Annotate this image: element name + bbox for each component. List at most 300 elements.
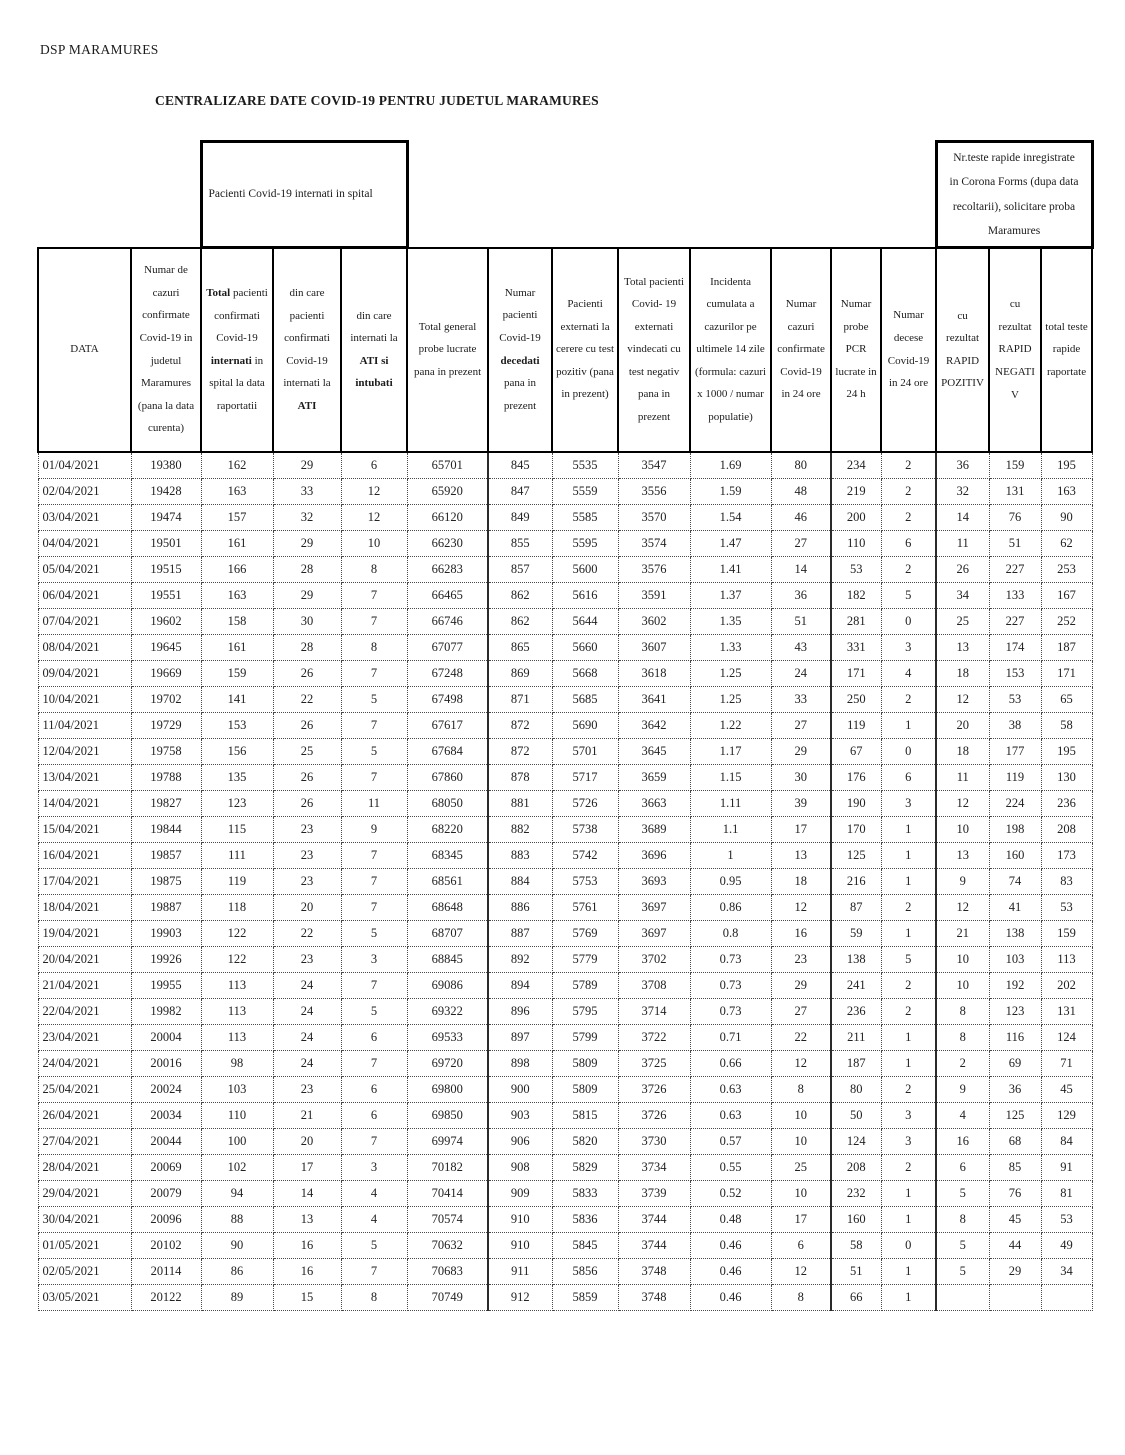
cell-probe-total: 69720 — [407, 1050, 488, 1076]
cell-rapid-pozitiv: 12 — [936, 686, 989, 712]
table-row — [38, 1024, 1092, 1050]
cell-cazuri-24-ore: 30 — [771, 764, 831, 790]
cell-decese-24-ore: 4 — [881, 660, 936, 686]
cell-internati-ati: 24 — [273, 1050, 341, 1076]
cell-rapid-negativ: 227 — [989, 556, 1041, 582]
cell-decese-24-ore: 1 — [881, 868, 936, 894]
cell-cazuri-confirmate-total: 19474 — [131, 504, 201, 530]
cell-decedati-total: 900 — [488, 1076, 552, 1102]
cell-ati-intubati: 9 — [341, 816, 407, 842]
cell-decedati-total: 903 — [488, 1102, 552, 1128]
cell-total-teste-rapide: 208 — [1041, 816, 1092, 842]
cell-decedati-total: 897 — [488, 1024, 552, 1050]
cell-total-internati: 123 — [201, 790, 273, 816]
cell-externati-vindecati: 3641 — [618, 686, 690, 712]
cell-probe-pcr-24h: 67 — [831, 738, 881, 764]
cell-total-teste-rapide: 53 — [1041, 894, 1092, 920]
cell-incidenta-14-zile: 0.55 — [690, 1154, 771, 1180]
cell-cazuri-confirmate-total: 20114 — [131, 1258, 201, 1284]
cell-total-internati: 163 — [201, 478, 273, 504]
cell-probe-pcr-24h: 208 — [831, 1154, 881, 1180]
cell-internati-ati: 33 — [273, 478, 341, 504]
cell-probe-total: 68845 — [407, 946, 488, 972]
cell-rapid-negativ: 153 — [989, 660, 1041, 686]
cell-rapid-negativ: 159 — [989, 452, 1041, 479]
cell-decedati-total: 847 — [488, 478, 552, 504]
table-row — [38, 842, 1092, 868]
cell-decese-24-ore: 2 — [881, 1154, 936, 1180]
cell-total-teste-rapide: 195 — [1041, 452, 1092, 479]
cell-internati-ati: 28 — [273, 634, 341, 660]
cell-probe-pcr-24h: 53 — [831, 556, 881, 582]
cell-decedati-total: 894 — [488, 972, 552, 998]
cell-cazuri-24-ore: 24 — [771, 660, 831, 686]
cell-incidenta-14-zile: 0.48 — [690, 1206, 771, 1232]
cell-cazuri-24-ore: 12 — [771, 1258, 831, 1284]
cell-internati-ati: 16 — [273, 1232, 341, 1258]
cell-data: 16/04/2021 — [38, 842, 131, 868]
cell-internati-ati: 28 — [273, 556, 341, 582]
cell-probe-total: 65920 — [407, 478, 488, 504]
cell-externati-vindecati: 3642 — [618, 712, 690, 738]
cell-internati-ati: 29 — [273, 530, 341, 556]
cell-incidenta-14-zile: 1.25 — [690, 660, 771, 686]
cell-probe-total: 68220 — [407, 816, 488, 842]
cell-probe-total: 68561 — [407, 868, 488, 894]
cell-cazuri-confirmate-total: 20096 — [131, 1206, 201, 1232]
cell-cazuri-confirmate-total: 19827 — [131, 790, 201, 816]
table-row — [38, 972, 1092, 998]
column-header-row — [38, 248, 1092, 452]
cell-rapid-pozitiv: 25 — [936, 608, 989, 634]
cell-probe-pcr-24h: 119 — [831, 712, 881, 738]
cell-data: 29/04/2021 — [38, 1180, 131, 1206]
cell-externati-vindecati: 3714 — [618, 998, 690, 1024]
column-header-probe-total: Total general probe lucrate pana in prezent — [407, 248, 488, 452]
cell-cazuri-confirmate-total: 19501 — [131, 530, 201, 556]
column-header-incidenta-14-zile: Incidenta cumulata a cazurilor pe ultimele 14 zile (formula: cazuri x 1000 / numar populatie) — [690, 248, 771, 452]
cell-probe-pcr-24h: 138 — [831, 946, 881, 972]
cell-decese-24-ore: 1 — [881, 842, 936, 868]
cell-internati-ati: 20 — [273, 1128, 341, 1154]
column-header-data: DATA — [38, 248, 131, 452]
cell-data: 18/04/2021 — [38, 894, 131, 920]
cell-total-teste-rapide: 81 — [1041, 1180, 1092, 1206]
cell-incidenta-14-zile: 0.63 — [690, 1102, 771, 1128]
table-row — [38, 920, 1092, 946]
cell-total-internati: 119 — [201, 868, 273, 894]
cell-rapid-pozitiv: 13 — [936, 634, 989, 660]
cell-total-teste-rapide: 131 — [1041, 998, 1092, 1024]
cell-externati-cerere: 5595 — [552, 530, 618, 556]
cell-cazuri-24-ore: 27 — [771, 530, 831, 556]
cell-cazuri-confirmate-total: 20034 — [131, 1102, 201, 1128]
cell-data: 08/04/2021 — [38, 634, 131, 660]
cell-rapid-pozitiv: 10 — [936, 972, 989, 998]
cell-decese-24-ore: 2 — [881, 504, 936, 530]
cell-total-internati: 153 — [201, 712, 273, 738]
cell-decedati-total: 898 — [488, 1050, 552, 1076]
cell-internati-ati: 20 — [273, 894, 341, 920]
table-row — [38, 1258, 1092, 1284]
table-row — [38, 1050, 1092, 1076]
cell-probe-total: 67684 — [407, 738, 488, 764]
cell-cazuri-confirmate-total: 19602 — [131, 608, 201, 634]
cell-total-internati: 100 — [201, 1128, 273, 1154]
cell-cazuri-confirmate-total: 19380 — [131, 452, 201, 479]
column-header-cazuri-24-ore: Numar cazuri confirmate Covid-19 in 24 ore — [771, 248, 831, 452]
cell-probe-pcr-24h: 200 — [831, 504, 881, 530]
table-row — [38, 556, 1092, 582]
column-header-probe-pcr-24h: Numar probe PCR lucrate in 24 h — [831, 248, 881, 452]
table-row — [38, 738, 1092, 764]
table-row — [38, 478, 1092, 504]
cell-decedati-total: 869 — [488, 660, 552, 686]
cell-probe-total: 70574 — [407, 1206, 488, 1232]
cell-data: 20/04/2021 — [38, 946, 131, 972]
cell-ati-intubati: 10 — [341, 530, 407, 556]
cell-externati-cerere: 5799 — [552, 1024, 618, 1050]
cell-cazuri-confirmate-total: 20122 — [131, 1284, 201, 1310]
cell-rapid-negativ: 51 — [989, 530, 1041, 556]
cell-rapid-pozitiv: 26 — [936, 556, 989, 582]
cell-cazuri-confirmate-total: 19875 — [131, 868, 201, 894]
column-header-decese-24-ore: Numar decese Covid-19 in 24 ore — [881, 248, 936, 452]
cell-probe-pcr-24h: 211 — [831, 1024, 881, 1050]
cell-total-internati: 90 — [201, 1232, 273, 1258]
cell-incidenta-14-zile: 1.17 — [690, 738, 771, 764]
cell-internati-ati: 24 — [273, 998, 341, 1024]
cell-externati-vindecati: 3722 — [618, 1024, 690, 1050]
table-row — [38, 686, 1092, 712]
cell-externati-cerere: 5717 — [552, 764, 618, 790]
cell-rapid-negativ: 227 — [989, 608, 1041, 634]
cell-internati-ati: 30 — [273, 608, 341, 634]
table-row — [38, 764, 1092, 790]
cell-incidenta-14-zile: 0.86 — [690, 894, 771, 920]
table-row — [38, 1232, 1092, 1258]
cell-total-internati: 141 — [201, 686, 273, 712]
cell-total-teste-rapide: 53 — [1041, 1206, 1092, 1232]
cell-internati-ati: 24 — [273, 972, 341, 998]
cell-cazuri-confirmate-total: 20024 — [131, 1076, 201, 1102]
table-row — [38, 712, 1092, 738]
table-row — [38, 608, 1092, 634]
cell-cazuri-confirmate-total: 19669 — [131, 660, 201, 686]
cell-total-internati: 98 — [201, 1050, 273, 1076]
cell-externati-vindecati: 3645 — [618, 738, 690, 764]
cell-probe-pcr-24h: 87 — [831, 894, 881, 920]
cell-ati-intubati: 6 — [341, 1102, 407, 1128]
cell-total-internati: 89 — [201, 1284, 273, 1310]
table-row — [38, 634, 1092, 660]
cell-decese-24-ore: 1 — [881, 920, 936, 946]
cell-cazuri-24-ore: 43 — [771, 634, 831, 660]
cell-rapid-negativ: 133 — [989, 582, 1041, 608]
cell-rapid-negativ: 41 — [989, 894, 1041, 920]
cell-rapid-pozitiv: 18 — [936, 660, 989, 686]
cell-probe-total: 66230 — [407, 530, 488, 556]
cell-probe-pcr-24h: 219 — [831, 478, 881, 504]
cell-decedati-total: 910 — [488, 1206, 552, 1232]
cell-ati-intubati: 6 — [341, 1024, 407, 1050]
cell-total-teste-rapide: 49 — [1041, 1232, 1092, 1258]
cell-externati-vindecati: 3739 — [618, 1180, 690, 1206]
column-header-rapid-negativ: cu rezultat RAPID NEGATIV — [989, 248, 1041, 452]
cell-probe-total: 69533 — [407, 1024, 488, 1050]
empty-region — [38, 142, 201, 248]
cell-ati-intubati: 7 — [341, 608, 407, 634]
cell-probe-total: 67617 — [407, 712, 488, 738]
cell-cazuri-24-ore: 16 — [771, 920, 831, 946]
cell-data: 01/04/2021 — [38, 452, 131, 479]
cell-externati-vindecati: 3659 — [618, 764, 690, 790]
cell-externati-vindecati: 3576 — [618, 556, 690, 582]
table-row — [38, 1128, 1092, 1154]
cell-total-internati: 166 — [201, 556, 273, 582]
cell-probe-pcr-24h: 331 — [831, 634, 881, 660]
cell-cazuri-24-ore: 29 — [771, 972, 831, 998]
cell-cazuri-confirmate-total: 19982 — [131, 998, 201, 1024]
cell-decese-24-ore: 1 — [881, 1206, 936, 1232]
cell-externati-vindecati: 3689 — [618, 816, 690, 842]
cell-internati-ati: 15 — [273, 1284, 341, 1310]
cell-data: 10/04/2021 — [38, 686, 131, 712]
cell-total-internati: 162 — [201, 452, 273, 479]
cell-probe-total: 69850 — [407, 1102, 488, 1128]
cell-cazuri-24-ore: 23 — [771, 946, 831, 972]
cell-cazuri-confirmate-total: 20079 — [131, 1180, 201, 1206]
cell-externati-cerere: 5726 — [552, 790, 618, 816]
cell-cazuri-24-ore: 22 — [771, 1024, 831, 1050]
cell-rapid-negativ: 44 — [989, 1232, 1041, 1258]
cell-data: 07/04/2021 — [38, 608, 131, 634]
cell-total-internati: 103 — [201, 1076, 273, 1102]
cell-decese-24-ore: 1 — [881, 1284, 936, 1310]
cell-total-teste-rapide: 113 — [1041, 946, 1092, 972]
cell-cazuri-24-ore: 36 — [771, 582, 831, 608]
cell-cazuri-confirmate-total: 20044 — [131, 1128, 201, 1154]
cell-externati-vindecati: 3618 — [618, 660, 690, 686]
cell-rapid-pozitiv: 14 — [936, 504, 989, 530]
cell-externati-cerere: 5761 — [552, 894, 618, 920]
cell-total-teste-rapide: 195 — [1041, 738, 1092, 764]
cell-total-teste-rapide: 84 — [1041, 1128, 1092, 1154]
cell-incidenta-14-zile: 0.95 — [690, 868, 771, 894]
cell-externati-vindecati: 3734 — [618, 1154, 690, 1180]
cell-rapid-negativ: 68 — [989, 1128, 1041, 1154]
cell-decese-24-ore: 6 — [881, 764, 936, 790]
cell-ati-intubati: 7 — [341, 972, 407, 998]
cell-cazuri-24-ore: 25 — [771, 1154, 831, 1180]
cell-probe-total: 70683 — [407, 1258, 488, 1284]
cell-cazuri-confirmate-total: 19903 — [131, 920, 201, 946]
cell-ati-intubati: 7 — [341, 764, 407, 790]
cell-externati-cerere: 5668 — [552, 660, 618, 686]
cell-ati-intubati: 8 — [341, 634, 407, 660]
cell-externati-cerere: 5795 — [552, 998, 618, 1024]
cell-decese-24-ore: 2 — [881, 894, 936, 920]
cell-total-internati: 111 — [201, 842, 273, 868]
cell-decedati-total: 911 — [488, 1258, 552, 1284]
cell-cazuri-confirmate-total: 20004 — [131, 1024, 201, 1050]
cell-ati-intubati: 12 — [341, 478, 407, 504]
cell-data: 02/04/2021 — [38, 478, 131, 504]
cell-probe-pcr-24h: 59 — [831, 920, 881, 946]
column-header-internati-ati: din care pacienti confirmati Covid-19 internati la ATI — [273, 248, 341, 452]
cell-externati-vindecati: 3547 — [618, 452, 690, 479]
cell-rapid-pozitiv: 6 — [936, 1154, 989, 1180]
cell-rapid-pozitiv: 36 — [936, 452, 989, 479]
cell-total-teste-rapide: 173 — [1041, 842, 1092, 868]
cell-rapid-negativ: 85 — [989, 1154, 1041, 1180]
cell-probe-total: 68707 — [407, 920, 488, 946]
cell-decese-24-ore: 1 — [881, 1258, 936, 1284]
cell-probe-pcr-24h: 110 — [831, 530, 881, 556]
cell-total-internati: 163 — [201, 582, 273, 608]
cell-rapid-negativ: 116 — [989, 1024, 1041, 1050]
cell-probe-pcr-24h: 236 — [831, 998, 881, 1024]
cell-total-internati: 122 — [201, 946, 273, 972]
table-row — [38, 868, 1092, 894]
cell-ati-intubati: 7 — [341, 582, 407, 608]
cell-decese-24-ore: 5 — [881, 946, 936, 972]
cell-data: 21/04/2021 — [38, 972, 131, 998]
cell-incidenta-14-zile: 0.63 — [690, 1076, 771, 1102]
cell-externati-cerere: 5701 — [552, 738, 618, 764]
table-row — [38, 452, 1092, 479]
cell-externati-cerere: 5845 — [552, 1232, 618, 1258]
cell-total-teste-rapide: 90 — [1041, 504, 1092, 530]
cell-internati-ati: 23 — [273, 816, 341, 842]
cell-rapid-pozitiv: 11 — [936, 764, 989, 790]
cell-decedati-total: 845 — [488, 452, 552, 479]
cell-incidenta-14-zile: 1.22 — [690, 712, 771, 738]
cell-externati-cerere: 5738 — [552, 816, 618, 842]
cell-rapid-negativ: 198 — [989, 816, 1041, 842]
table-row — [38, 530, 1092, 556]
cell-probe-pcr-24h: 241 — [831, 972, 881, 998]
cell-data: 13/04/2021 — [38, 764, 131, 790]
cell-decedati-total: 872 — [488, 712, 552, 738]
cell-rapid-pozitiv: 8 — [936, 998, 989, 1024]
cell-cazuri-24-ore: 17 — [771, 816, 831, 842]
cell-externati-cerere: 5585 — [552, 504, 618, 530]
cell-probe-pcr-24h: 190 — [831, 790, 881, 816]
cell-rapid-negativ — [989, 1284, 1041, 1310]
cell-total-internati: 157 — [201, 504, 273, 530]
cell-internati-ati: 22 — [273, 920, 341, 946]
cell-externati-cerere: 5616 — [552, 582, 618, 608]
cell-rapid-negativ: 224 — [989, 790, 1041, 816]
table-body — [38, 452, 1092, 1311]
cell-total-teste-rapide: 163 — [1041, 478, 1092, 504]
cell-ati-intubati: 4 — [341, 1206, 407, 1232]
cell-probe-pcr-24h: 58 — [831, 1232, 881, 1258]
cell-incidenta-14-zile: 0.57 — [690, 1128, 771, 1154]
cell-ati-intubati: 4 — [341, 1180, 407, 1206]
cell-decese-24-ore: 0 — [881, 608, 936, 634]
cell-cazuri-confirmate-total: 20069 — [131, 1154, 201, 1180]
cell-cazuri-confirmate-total: 19758 — [131, 738, 201, 764]
cell-incidenta-14-zile: 0.46 — [690, 1284, 771, 1310]
cell-total-internati: 118 — [201, 894, 273, 920]
cell-decedati-total: 865 — [488, 634, 552, 660]
cell-total-teste-rapide: 45 — [1041, 1076, 1092, 1102]
cell-cazuri-24-ore: 48 — [771, 478, 831, 504]
table-row — [38, 894, 1092, 920]
cell-decedati-total: 910 — [488, 1232, 552, 1258]
cell-decese-24-ore: 1 — [881, 712, 936, 738]
cell-cazuri-confirmate-total: 19955 — [131, 972, 201, 998]
cell-internati-ati: 26 — [273, 764, 341, 790]
cell-total-internati: 86 — [201, 1258, 273, 1284]
cell-cazuri-24-ore: 33 — [771, 686, 831, 712]
table-row — [38, 816, 1092, 842]
cell-cazuri-24-ore: 10 — [771, 1128, 831, 1154]
cell-probe-pcr-24h: 80 — [831, 1076, 881, 1102]
cell-externati-vindecati: 3708 — [618, 972, 690, 998]
cell-total-teste-rapide: 252 — [1041, 608, 1092, 634]
cell-externati-cerere: 5836 — [552, 1206, 618, 1232]
cell-probe-total: 69974 — [407, 1128, 488, 1154]
cell-externati-vindecati: 3607 — [618, 634, 690, 660]
cell-data: 02/05/2021 — [38, 1258, 131, 1284]
cell-ati-intubati: 7 — [341, 1050, 407, 1076]
cell-total-internati: 135 — [201, 764, 273, 790]
cell-cazuri-24-ore: 51 — [771, 608, 831, 634]
cell-decedati-total: 909 — [488, 1180, 552, 1206]
cell-rapid-negativ: 103 — [989, 946, 1041, 972]
cell-decedati-total: 862 — [488, 582, 552, 608]
cell-rapid-pozitiv: 11 — [936, 530, 989, 556]
cell-probe-total: 68050 — [407, 790, 488, 816]
cell-cazuri-24-ore: 27 — [771, 998, 831, 1024]
cell-ati-intubati: 3 — [341, 1154, 407, 1180]
cell-rapid-pozitiv: 13 — [936, 842, 989, 868]
cell-probe-total: 66283 — [407, 556, 488, 582]
cell-cazuri-confirmate-total: 19857 — [131, 842, 201, 868]
cell-internati-ati: 26 — [273, 790, 341, 816]
cell-incidenta-14-zile: 0.73 — [690, 998, 771, 1024]
cell-externati-vindecati: 3748 — [618, 1284, 690, 1310]
cell-rapid-pozitiv: 10 — [936, 816, 989, 842]
cell-data: 24/04/2021 — [38, 1050, 131, 1076]
cell-ati-intubati: 3 — [341, 946, 407, 972]
cell-total-internati: 94 — [201, 1180, 273, 1206]
cell-ati-intubati: 6 — [341, 452, 407, 479]
cell-incidenta-14-zile: 1.59 — [690, 478, 771, 504]
cell-rapid-negativ: 174 — [989, 634, 1041, 660]
cell-externati-cerere: 5809 — [552, 1050, 618, 1076]
cell-rapid-negativ: 45 — [989, 1206, 1041, 1232]
cell-externati-vindecati: 3697 — [618, 894, 690, 920]
table-row — [38, 946, 1092, 972]
cell-rapid-pozitiv: 32 — [936, 478, 989, 504]
cell-rapid-pozitiv: 9 — [936, 1076, 989, 1102]
column-header-ati-intubati: din care internati la ATI si intubati — [341, 248, 407, 452]
cell-decedati-total: 908 — [488, 1154, 552, 1180]
cell-rapid-pozitiv — [936, 1284, 989, 1310]
cell-incidenta-14-zile: 0.52 — [690, 1180, 771, 1206]
cell-decese-24-ore: 2 — [881, 556, 936, 582]
cell-decedati-total: 883 — [488, 842, 552, 868]
cell-incidenta-14-zile: 1.33 — [690, 634, 771, 660]
cell-cazuri-24-ore: 13 — [771, 842, 831, 868]
cell-internati-ati: 23 — [273, 842, 341, 868]
cell-cazuri-24-ore: 46 — [771, 504, 831, 530]
cell-internati-ati: 25 — [273, 738, 341, 764]
